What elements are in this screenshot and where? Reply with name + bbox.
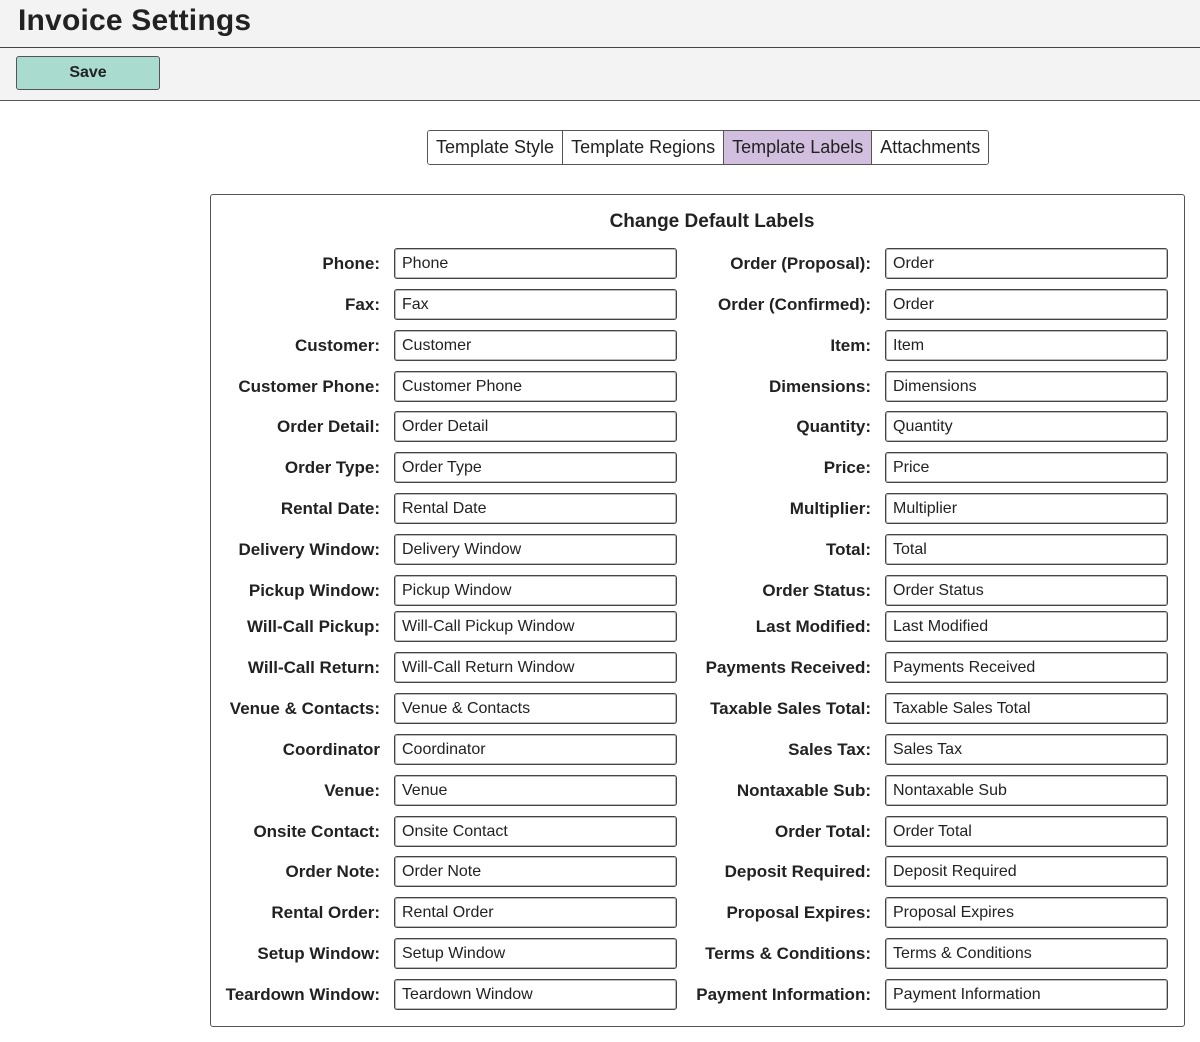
tab-template-style[interactable]: Template Style [428, 131, 563, 164]
left-field-label: Pickup Window: [248, 581, 380, 600]
right-field-label: Nontaxable Sub: [736, 781, 871, 800]
right-field-input[interactable] [885, 248, 1168, 279]
left-field-label: Coordinator [282, 740, 380, 759]
left-field-label: Fax: [345, 295, 380, 314]
left-field-label: Rental Date: [280, 499, 380, 518]
left-field-label: Order Note: [285, 862, 380, 881]
right-field-input[interactable] [885, 816, 1168, 847]
left-field-label: Setup Window: [257, 944, 380, 963]
right-field-label: Total: [825, 540, 871, 559]
right-field-input[interactable] [885, 371, 1168, 402]
right-field-label: Dimensions: [768, 377, 871, 396]
right-field-label: Proposal Expires: [726, 903, 871, 922]
right-field-label: Last Modified: [755, 617, 871, 636]
right-field-label: Order (Confirmed): [718, 295, 871, 314]
right-field-label: Deposit Required: [724, 862, 871, 881]
right-field-input[interactable] [885, 611, 1168, 642]
right-field-input[interactable] [885, 289, 1168, 320]
right-field-input[interactable] [885, 979, 1168, 1010]
tab-template-labels[interactable]: Template Labels [724, 131, 872, 164]
left-field-label: Teardown Window: [225, 985, 380, 1004]
left-field-label: Phone: [322, 254, 380, 273]
right-field-input[interactable] [885, 411, 1168, 442]
right-field-label: Sales Tax: [788, 740, 871, 759]
left-field-label: Rental Order: [271, 903, 380, 922]
right-field-label: Order Status: [762, 581, 871, 600]
right-field-input[interactable] [885, 452, 1168, 483]
page-title: Invoice Settings [18, 4, 252, 37]
left-field-label: Customer: [294, 336, 380, 355]
right-field-input[interactable] [885, 897, 1168, 928]
right-field-label: Terms & Conditions: [705, 944, 871, 963]
left-field-label: Customer Phone: [238, 377, 380, 396]
right-field-input[interactable] [885, 330, 1168, 361]
right-field-label: Price: [823, 458, 871, 477]
left-field-label: Delivery Window: [238, 540, 380, 559]
left-field-label: Onsite Contact: [253, 822, 380, 841]
left-field-label: Venue: [324, 781, 380, 800]
right-field-label: Payment Information: [696, 985, 871, 1004]
right-field-label: Payments Received: [705, 658, 871, 677]
toolbar [0, 48, 1200, 101]
right-field-label: Item: [830, 336, 871, 355]
tab-attachments[interactable]: Attachments [872, 131, 988, 164]
right-field-input[interactable] [885, 734, 1168, 765]
left-field-label: Will-Call Return: [247, 658, 380, 677]
right-field-label: Order (Proposal): [730, 254, 871, 273]
right-field-input[interactable] [885, 775, 1168, 806]
left-field-label: Order Detail: [277, 417, 380, 436]
right-field-label: Multiplier: [789, 499, 871, 518]
left-field-label: Venue & Contacts: [229, 699, 380, 718]
save-button[interactable]: Save [16, 56, 160, 90]
left-field-label: Will-Call Pickup: [246, 617, 380, 636]
right-field-input[interactable] [885, 938, 1168, 969]
right-field-input[interactable] [885, 856, 1168, 887]
tab-template-regions[interactable]: Template Regions [563, 131, 724, 164]
right-field-label: Order Total: [774, 822, 871, 841]
right-field-input[interactable] [885, 493, 1168, 524]
right-field-input[interactable] [885, 534, 1168, 565]
left-field-label: Order Type: [284, 458, 380, 477]
tab-bar [427, 130, 989, 165]
right-field-label: Taxable Sales Total: [710, 699, 871, 718]
right-field-input[interactable] [885, 652, 1168, 683]
right-field-input[interactable] [885, 693, 1168, 724]
title-bar [0, 0, 1200, 48]
panel-heading: Change Default Labels [609, 211, 815, 232]
right-field-label: Quantity: [796, 417, 871, 436]
right-field-input[interactable] [885, 575, 1168, 606]
